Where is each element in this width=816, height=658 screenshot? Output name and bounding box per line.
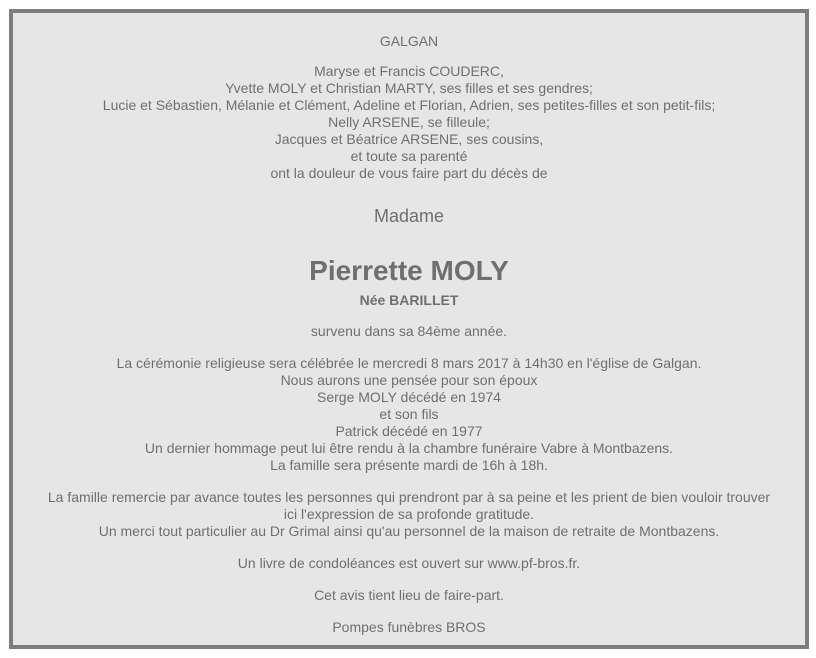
family-line: Lucie et Sébastien, Mélanie et Clément, Adeline et Florian, Adrien, ses petites-filles et son petit-fils;: [102, 97, 716, 113]
family-line: Maryse et Francis COUDERC,: [314, 63, 504, 79]
city-name: GALGAN: [379, 33, 439, 49]
ceremony-line: et son fils: [379, 406, 439, 422]
thanks-message: [13, 489, 805, 540]
funeral-home: Pompes funèbres BROS: [332, 619, 486, 635]
thanks-line: La famille remercie par avance toutes les personnes qui prendront par à sa peine et les prient de bien vouloir trouver: [47, 489, 771, 505]
ceremony-line: La cérémonie religieuse sera célébrée le mercredi 8 mars 2017 à 14h30 en l'église de Galgan.: [116, 355, 702, 371]
family-line: ont la douleur de vous faire part du décès de: [270, 165, 548, 181]
ceremony-details: [13, 355, 805, 474]
deceased-name: Pierrette MOLY: [309, 255, 509, 286]
thanks-line: ici l'expression de sa profonde gratitude.: [283, 506, 535, 522]
ceremony-line: Patrick décédé en 1977: [335, 423, 483, 439]
maiden-name: Née BARILLET: [359, 292, 459, 308]
family-line: et toute sa parenté: [350, 148, 468, 164]
ceremony-line: Serge MOLY décédé en 1974: [317, 389, 501, 405]
family-line: Jacques et Béatrice ARSENE, ses cousins,: [274, 131, 544, 147]
deceased-title: Madame: [373, 206, 445, 226]
family-line: Yvette MOLY et Christian MARTY, ses filles et ses gendres;: [225, 80, 593, 96]
family-line: Nelly ARSENE, se filleule;: [328, 114, 490, 130]
age-line: survenu dans sa 84ème année.: [310, 323, 508, 339]
ceremony-line: Un dernier hommage peut lui être rendu à la chambre funéraire Vabre à Montbazens.: [144, 440, 674, 456]
family-announcement: [13, 63, 805, 182]
condolence-book-line: Un livre de condoléances est ouvert sur www.pf-bros.fr.: [237, 555, 581, 571]
ceremony-line: La famille sera présente mardi de 16h à 18h.: [270, 457, 548, 473]
thanks-line: Un merci tout particulier au Dr Grimal ainsi qu'au personnel de la maison de retraite de Montbazens.: [98, 523, 720, 539]
ceremony-line: Nous aurons une pensée pour son époux: [280, 372, 538, 388]
obituary-card: [9, 9, 809, 649]
notice-line: Cet avis tient lieu de faire-part.: [314, 587, 504, 603]
